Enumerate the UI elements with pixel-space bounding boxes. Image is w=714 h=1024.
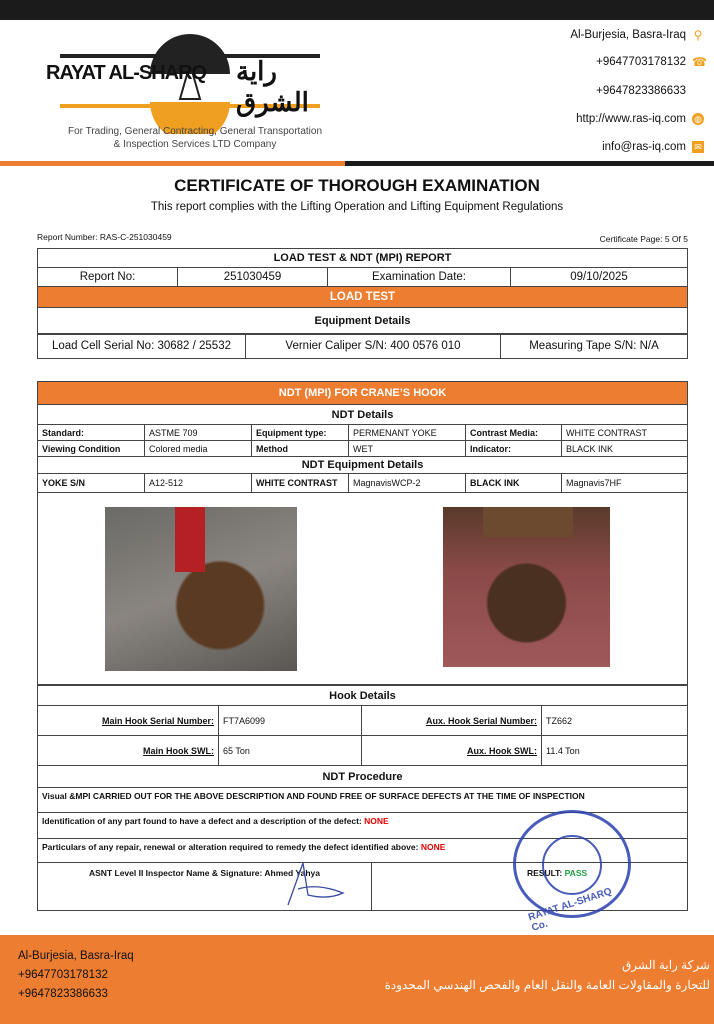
identification-value: NONE (364, 816, 389, 826)
load-test-table (37, 248, 688, 335)
address-text: Al-Burjesia, Basra-Iraq (570, 29, 686, 41)
certificate-page: Certificate Page: 5 Of 5 (599, 234, 688, 244)
result-label: RESULT: (527, 868, 563, 878)
equipment-type-value: PERMENANT YOKE (349, 425, 466, 441)
main-hook-photo (105, 507, 297, 671)
contact-phone-2 (596, 85, 686, 97)
contact-email[interactable] (602, 141, 704, 153)
footer-arabic-desc: للتجارة والمقاولات العامة والنقل العام والفحص الهندسي المحدودة (384, 978, 710, 992)
black-ink-value: Magnavis7HF (562, 474, 688, 493)
white-contrast-label: WHITE CONTRAST (252, 474, 349, 493)
aux-hook-swl-label: Aux. Hook SWL: (467, 745, 537, 756)
company-stamp (513, 810, 631, 934)
report-number: Report Number: RAS-C-251030459 (37, 232, 172, 242)
hook-block (175, 507, 205, 572)
measuring-tape-serial: Measuring Tape S/N: N/A (501, 334, 688, 359)
footer-contacts (18, 947, 134, 1004)
website-link[interactable]: http://www.ras-iq.com (576, 113, 686, 125)
tagline-2: & Inspection Services LTD Company (113, 139, 277, 150)
indicator-value: BLACK INK (562, 441, 688, 457)
inspector-signature: ASNT Level II Inspector Name & Signature: Ahmed Yahya (38, 863, 372, 911)
load-test-section: LOAD TEST (38, 287, 688, 308)
procedure-text: Visual &MPI CARRIED OUT FOR THE ABOVE DESCRIPTION AND FOUND FREE OF SURFACE DEFECTS AT THE TIME OF INSPECTION (38, 788, 688, 813)
aux-hook-photo (443, 507, 610, 667)
vernier-caliper-serial: Vernier Caliper S/N: 400 0576 010 (246, 334, 501, 359)
method-value: WET (349, 441, 466, 457)
phone-2-text: +9647823386633 (596, 85, 686, 97)
footer-phone-2: +9647823386633 (18, 988, 108, 1000)
aux-hook-serial-value: TZ662 (542, 706, 688, 736)
contrast-media-label: Contrast Media: (466, 425, 562, 441)
email-icon: ✉ (692, 141, 704, 153)
viewing-condition-label: Viewing Condition (38, 441, 145, 457)
globe-icon: ◍ (692, 113, 704, 125)
main-hook-swl-label: Main Hook SWL: (143, 745, 214, 756)
footer-address: Al-Burjesia, Basra-Iraq (18, 950, 134, 962)
phone-icon: ☎ (692, 55, 707, 69)
logo-text: RAYAT AL-SHARQ (46, 62, 207, 84)
contrast-media-value: WHITE CONTRAST (562, 425, 688, 441)
stamp-text: RAYAT AL-SHARQ Co. (527, 886, 614, 934)
footer-arabic-name: شركة راية الشرق (621, 958, 710, 972)
top-bar (0, 0, 714, 20)
exam-date-value: 09/10/2025 (511, 268, 688, 287)
phone-1-text: +9647703178132 (596, 56, 686, 68)
signature-scribble (258, 855, 348, 910)
standard-label: Standard: (38, 425, 145, 441)
contact-website[interactable] (576, 113, 704, 125)
ndt-details-title: NDT Details (38, 405, 688, 425)
ndt-section: NDT (MPI) FOR CRANE’S HOOK (38, 382, 688, 405)
viewing-condition-value: Colored media (145, 441, 252, 457)
certificate-title: CERTIFICATE OF THOROUGH EXAMINATION (174, 176, 540, 195)
tagline-1: For Trading, General Contracting, General Transportation (67, 126, 323, 137)
load-table-title: LOAD TEST & NDT (MPI) REPORT (38, 249, 688, 268)
indicator-label: Indicator: (466, 441, 562, 457)
divider-orange (0, 161, 345, 166)
hook-block (483, 507, 573, 537)
contact-address (570, 29, 704, 41)
equipment-serials-table (37, 333, 688, 359)
method-label: Method (252, 441, 349, 457)
contact-phone-1 (596, 55, 707, 69)
aux-hook-serial-label: Aux. Hook Serial Number: (425, 715, 537, 726)
email-link[interactable]: info@ras-iq.com (602, 141, 686, 153)
standard-value: ASTME 709 (145, 425, 252, 441)
particulars-text: Particulars of any repair, renewal or alteration required to remedy the defect identified above: (42, 842, 419, 852)
yoke-value: A12-512 (145, 474, 252, 493)
equipment-type-label: Equipment type: (252, 425, 349, 441)
white-contrast-value: MagnavisWCP-2 (349, 474, 466, 493)
location-pin-icon: ⚲ (693, 28, 703, 42)
footer-phone-1: +9647703178132 (18, 969, 108, 981)
result-value: PASS (564, 868, 588, 878)
report-no-label: Report No: (38, 268, 178, 287)
divider-dark (345, 161, 714, 166)
aux-hook-swl-value: 11.4 Ton (542, 736, 688, 766)
footer-arabic (385, 955, 710, 995)
ndt-equipment-title: NDT Equipment Details (38, 457, 688, 474)
identification-text: Identification of any part found to have a defect and a description of the defect: (42, 816, 362, 826)
main-hook-serial-value: FT7A6099 (219, 706, 362, 736)
black-ink-label: BLACK INK (466, 474, 562, 493)
equipment-details-title: Equipment Details (38, 308, 688, 335)
main-hook-serial-label: Main Hook Serial Number: (101, 715, 214, 726)
report-no-value: 251030459 (178, 268, 328, 287)
main-hook-swl-value: 65 Ton (219, 736, 362, 766)
company-logo (40, 24, 350, 154)
load-cell-serial: Load Cell Serial No: 30682 / 25532 (38, 334, 246, 359)
footer (0, 935, 714, 1024)
certificate-subtitle: This report complies with the Lifting Operation and Lifting Equipment Regulations (150, 201, 564, 213)
logo-arabic: راية الشرق (236, 56, 309, 117)
ndt-procedure-title: NDT Procedure (38, 766, 688, 788)
exam-date-label: Examination Date: (328, 268, 511, 287)
yoke-label: YOKE S/N (38, 474, 145, 493)
stamp-gear-icon (542, 835, 602, 895)
particulars-value: NONE (420, 842, 446, 852)
hook-details-title: Hook Details (38, 686, 688, 706)
